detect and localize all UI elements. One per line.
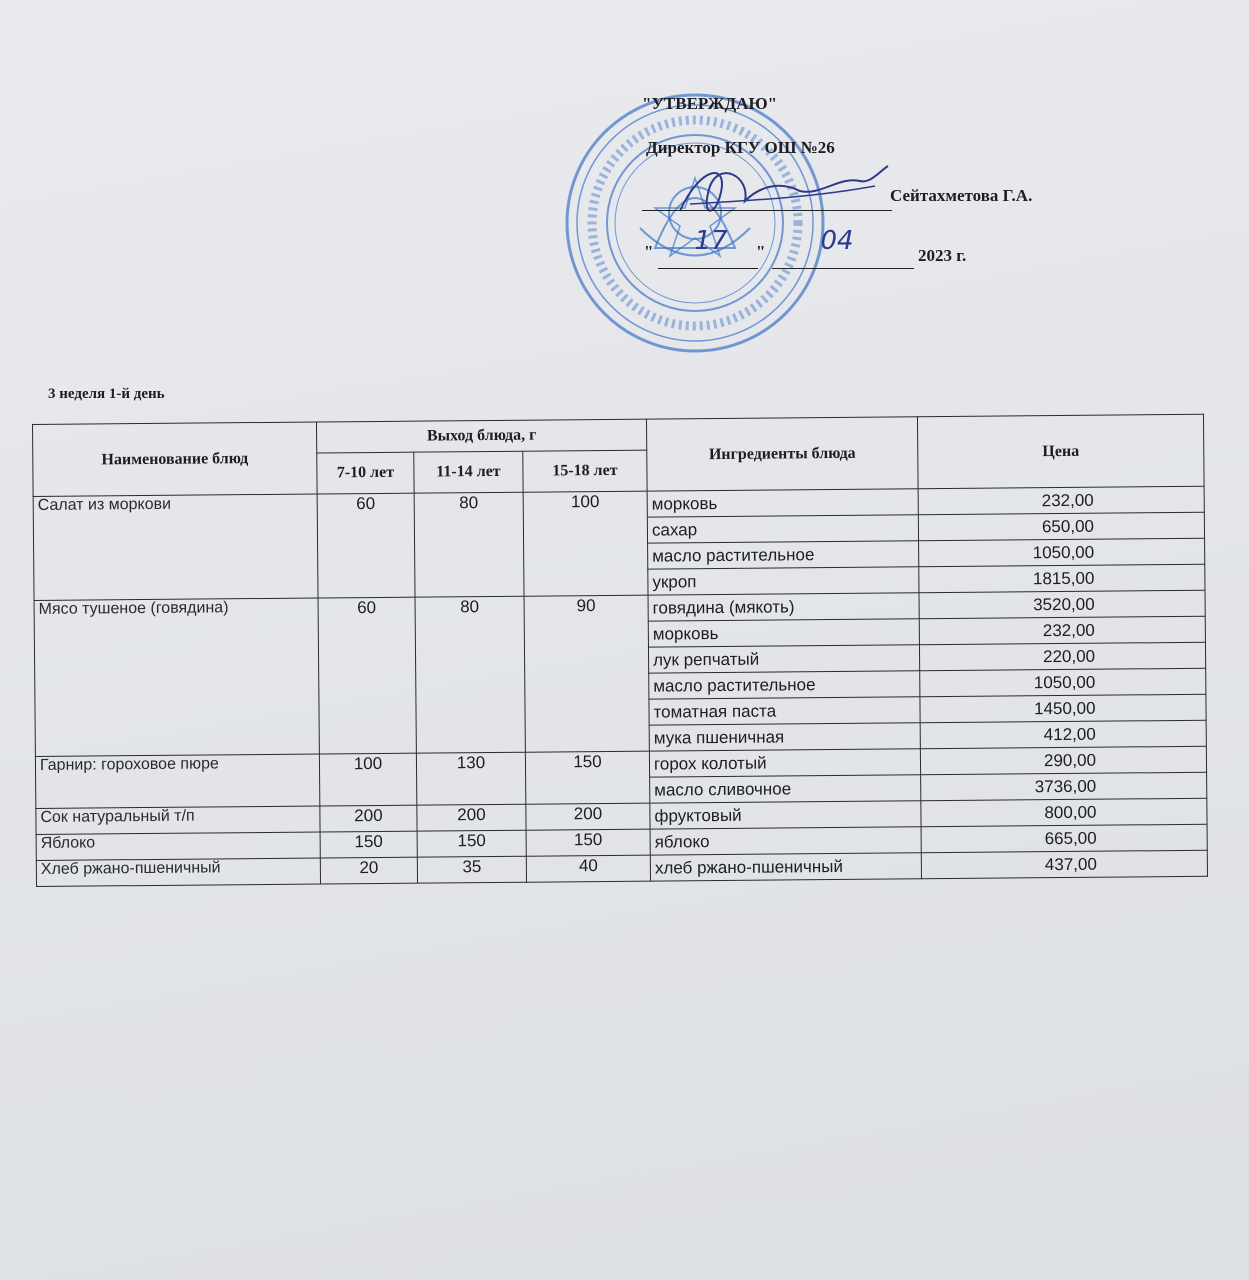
- price: 1815,00: [919, 564, 1205, 592]
- price: 650,00: [918, 512, 1204, 540]
- date-open-quote: ": [644, 242, 654, 261]
- ingredient: масло растительное: [649, 671, 920, 699]
- output-15-18: 150: [525, 751, 649, 804]
- ingredient: морковь: [648, 619, 919, 647]
- price: 412,00: [920, 720, 1206, 748]
- header-age-11-14: 11-14 лет: [414, 451, 523, 493]
- ingredient: томатная паста: [649, 697, 920, 725]
- date-close-quote: ": [756, 242, 766, 261]
- output-7-10: 200: [320, 805, 417, 832]
- ingredient: масло растительное: [648, 541, 919, 569]
- date-month-line: [772, 268, 914, 269]
- ingredient: горох колотый: [649, 749, 920, 777]
- ingredient: фруктовый: [650, 801, 921, 829]
- ingredient: морковь: [647, 489, 918, 517]
- week-day-label: 3 неделя 1-й день: [48, 386, 165, 402]
- header-age-15-18: 15-18 лет: [523, 450, 647, 492]
- header-dish: Наименование блюд: [33, 422, 318, 496]
- output-15-18: 100: [523, 491, 648, 596]
- header-age-7-10: 7-10 лет: [317, 452, 414, 494]
- price: 232,00: [919, 616, 1205, 644]
- output-11-14: 130: [416, 752, 525, 805]
- output-15-18: 150: [526, 829, 650, 856]
- ingredient: укроп: [648, 567, 919, 595]
- output-7-10: 20: [320, 857, 417, 884]
- output-15-18: 40: [526, 855, 650, 882]
- director-name: Сейтахметова Г.А.: [890, 186, 1033, 205]
- date-day: 17: [694, 226, 728, 256]
- dish-name: Хлеб ржано-пшеничный: [36, 858, 320, 886]
- output-7-10: 100: [319, 753, 416, 806]
- date-year: 2023 г.: [918, 246, 967, 265]
- output-11-14: 35: [417, 856, 526, 883]
- price: 800,00: [921, 798, 1207, 826]
- output-11-14: 80: [414, 492, 524, 597]
- price: 3736,00: [921, 772, 1207, 800]
- price: 1050,00: [920, 668, 1206, 696]
- price: 437,00: [921, 850, 1207, 878]
- signature-line: [642, 210, 892, 211]
- output-7-10: 60: [318, 597, 416, 754]
- menu-table: [32, 414, 1208, 887]
- ingredient: яблоко: [650, 827, 921, 855]
- ingredient: говядина (мякоть): [648, 593, 919, 621]
- menu-body: [33, 486, 1207, 886]
- date-day-line: [658, 268, 758, 269]
- ingredient: масло сливочное: [650, 775, 921, 803]
- ingredient: хлеб ржано-пшеничный: [650, 853, 921, 881]
- output-11-14: 200: [417, 804, 526, 831]
- dish-name: Мясо тушеное (говядина): [34, 598, 319, 756]
- price: 232,00: [918, 486, 1204, 514]
- ingredient: лук репчатый: [648, 645, 919, 673]
- output-7-10: 150: [320, 831, 417, 858]
- price: 290,00: [920, 746, 1206, 774]
- output-15-18: 90: [524, 595, 649, 752]
- price: 1050,00: [919, 538, 1205, 566]
- price: 220,00: [919, 642, 1205, 670]
- output-11-14: 150: [417, 830, 526, 857]
- signature-icon: [660, 156, 890, 226]
- header-output: Выход блюда, г: [316, 419, 646, 453]
- date-month: 04: [820, 226, 854, 256]
- dish-name: Яблоко: [36, 832, 320, 860]
- output-7-10: 60: [317, 493, 415, 598]
- dish-name: Салат из моркови: [33, 494, 318, 600]
- output-11-14: 80: [415, 596, 525, 753]
- approval-title: "УТВЕРЖДАЮ": [642, 94, 778, 113]
- approval-block: [560, 88, 1120, 358]
- ingredient: мука пшеничная: [649, 723, 920, 751]
- price: 665,00: [921, 824, 1207, 852]
- output-15-18: 200: [526, 803, 650, 830]
- dish-name: Сок натуральный т/п: [36, 806, 320, 834]
- header-price: Цена: [917, 414, 1204, 488]
- director-title: Директор КГУ ОШ №26: [646, 138, 835, 157]
- price: 3520,00: [919, 590, 1205, 618]
- price: 1450,00: [920, 694, 1206, 722]
- dish-name: Гарнир: гороховое пюре: [35, 754, 319, 808]
- header-ingredients: Ингредиенты блюда: [646, 417, 918, 491]
- ingredient: сахар: [647, 515, 918, 543]
